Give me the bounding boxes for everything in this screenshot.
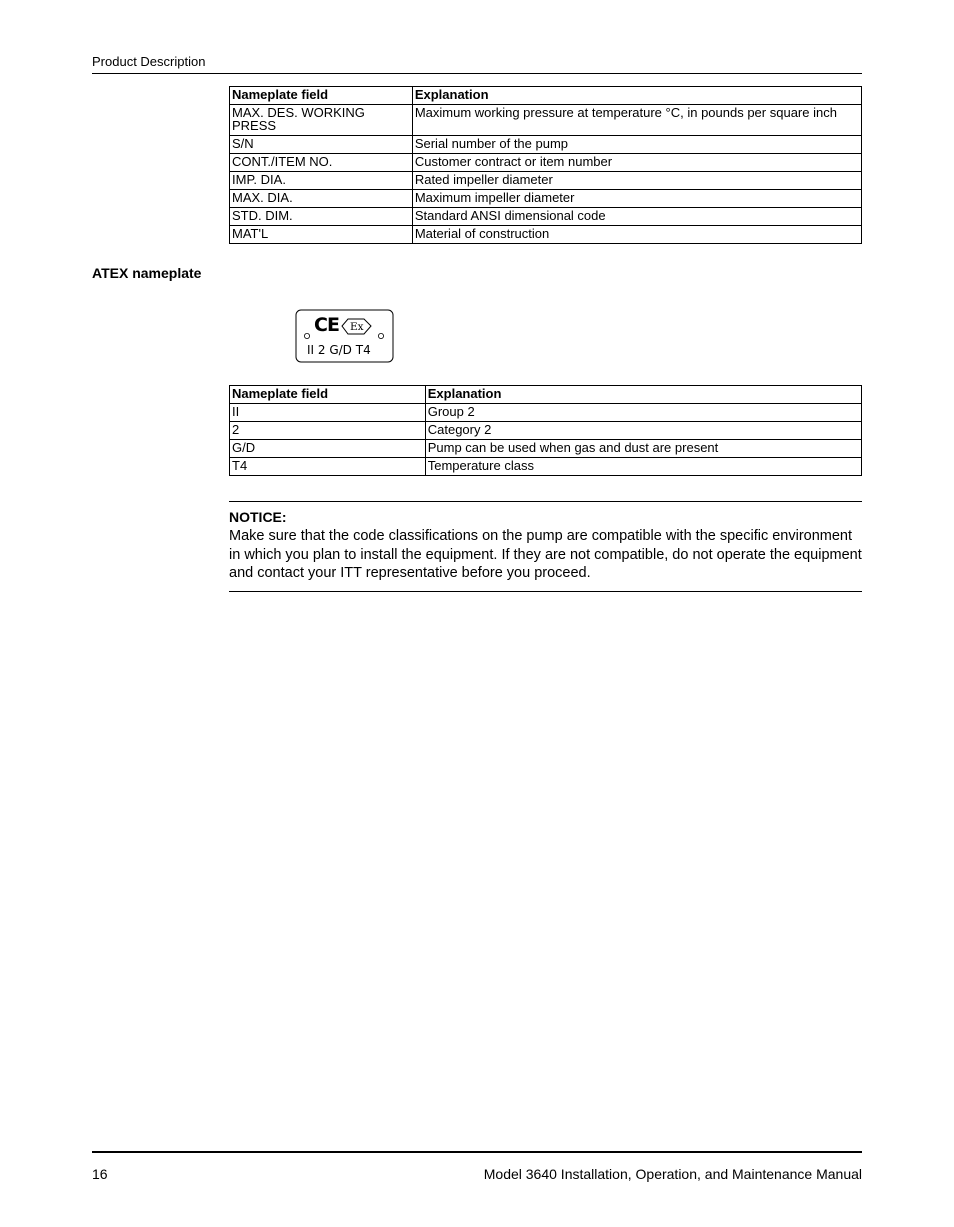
notice-top-rule	[229, 501, 862, 502]
atex-table	[229, 385, 862, 476]
column-header-field: Nameplate field	[230, 386, 426, 404]
ce-mark-icon: CE	[314, 314, 339, 336]
right-rivet-icon	[378, 333, 383, 338]
table-row	[230, 136, 862, 154]
explanation-cell: Standard ANSI dimensional code	[412, 208, 861, 226]
table-row	[230, 404, 862, 422]
field-cell: CONT./ITEM NO.	[230, 154, 413, 172]
field-cell: IMP. DIA.	[230, 172, 413, 190]
field-cell: STD. DIM.	[230, 208, 413, 226]
field-cell: 2	[230, 422, 426, 440]
explanation-cell: Rated impeller diameter	[412, 172, 861, 190]
field-cell: MAX. DES. WORKING PRESS	[230, 105, 413, 136]
explanation-cell: Maximum impeller diameter	[412, 190, 861, 208]
explanation-cell: Temperature class	[425, 458, 861, 476]
explanation-cell: Maximum working pressure at temperature °C, in pounds per square inch	[412, 105, 861, 136]
column-header-explanation: Explanation	[412, 87, 861, 105]
table-row	[230, 190, 862, 208]
explanation-cell: Category 2	[425, 422, 861, 440]
ex-mark-icon: Ex	[350, 321, 364, 333]
explanation-cell: Serial number of the pump	[412, 136, 861, 154]
explanation-cell: Group 2	[425, 404, 861, 422]
footer-rule	[92, 1151, 862, 1153]
table-row	[230, 226, 862, 244]
table-row	[230, 422, 862, 440]
field-cell: S/N	[230, 136, 413, 154]
table-header-row	[230, 87, 862, 105]
table-row	[230, 105, 862, 136]
field-cell: G/D	[230, 440, 426, 458]
page-number: 16	[92, 1166, 108, 1182]
table-row	[230, 440, 862, 458]
field-cell: II	[230, 404, 426, 422]
nameplate-table	[229, 86, 862, 244]
table-row	[230, 154, 862, 172]
field-cell: MAX. DIA.	[230, 190, 413, 208]
explanation-cell: Pump can be used when gas and dust are present	[425, 440, 861, 458]
notice-title: NOTICE:	[229, 509, 287, 525]
explanation-cell: Material of construction	[412, 226, 861, 244]
column-header-explanation: Explanation	[425, 386, 861, 404]
notice-bottom-rule	[229, 591, 862, 592]
atex-heading: ATEX nameplate	[92, 265, 202, 281]
table-row	[230, 208, 862, 226]
table-row	[230, 458, 862, 476]
column-header-field: Nameplate field	[230, 87, 413, 105]
left-rivet-icon	[304, 333, 309, 338]
explanation-cell: Customer contract or item number	[412, 154, 861, 172]
table-row	[230, 172, 862, 190]
running-header: Product Description	[92, 54, 206, 69]
atex-marking: II 2 G/D T4	[307, 343, 371, 357]
header-rule	[92, 73, 862, 74]
notice-body: Make sure that the code classifications on the pump are compatible with the specific environment in which you plan to install the equipment. If they are not compatible, do not operate the equipment and contact your ITT representative before you proceed.	[229, 528, 862, 581]
field-cell: MAT'L	[230, 226, 413, 244]
table-header-row	[230, 386, 862, 404]
field-cell: T4	[230, 458, 426, 476]
footer-title: Model 3640 Installation, Operation, and Maintenance Manual	[483, 1166, 862, 1182]
atex-nameplate-image	[295, 309, 394, 363]
